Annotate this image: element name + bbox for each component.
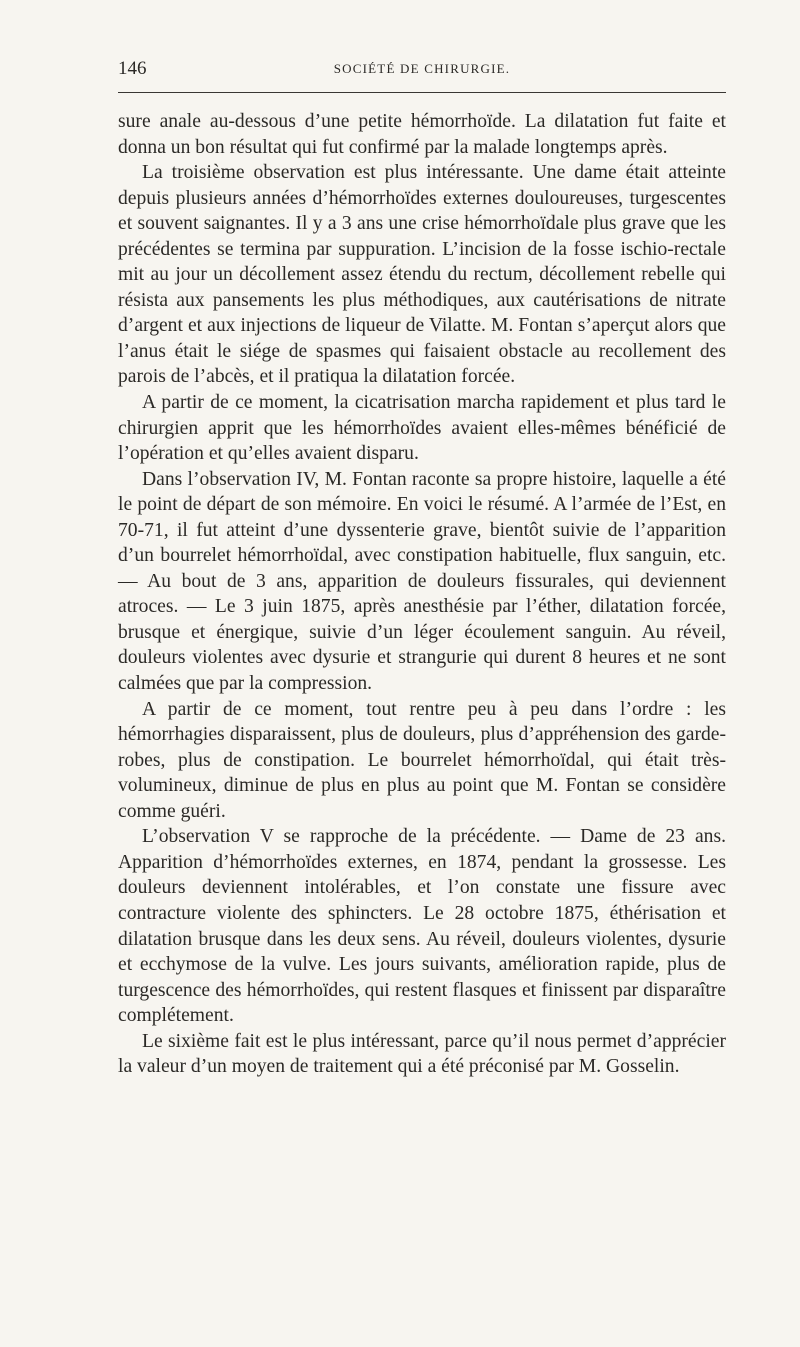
body-text (118, 109, 726, 1080)
paragraph-observation-4: Dans l’observation IV, M. Fontan raconte sa propre histoire, laquelle a été le point de départ de son mémoire. En voici le résumé. A l’armée de l’Est, en 70-71, il fut atteint d’une dyssenterie grave, bientôt suivie de l’apparition d’un bourrelet hémorrhoïdal, avec constipation habituelle, flux sanguin, etc. — Au bout de 3 ans, apparition de douleurs fissurales, qui deviennent atroces. — Le 3 juin 1875, après anesthésie par l’éther, dilatation forcée, brusque et énergique, suivie d’un léger écoulement sanguin. Au réveil, douleurs violentes avec dysurie et strangurie qui durent 8 heures et ne sont calmées que par la compression. (118, 468, 726, 695)
paragraph-observation-3: La troisième observation est plus intéressante. Une dame était atteinte depuis plusieurs années d’hémorrhoïdes externes douloureuses, turgescentes et souvent saignantes. Il y a 3 ans une crise hémorrhoïdale plus grave que les précédentes se termina par suppuration. L’incision de la fosse ischio-rectale mit au jour un décollement assez étendu du rectum, décollement rebelle qui résista aux pansements les plus méthodiques, aux cautérisations de nitrate d’argent et aux injections de liqueur de Vilatte. M. Fontan s’aperçut alors que l’anus était le siége de spasmes qui faisaient obstacle au recollement des parois de l’abcès, et il pratiqua la dilatation forcée. (118, 162, 726, 388)
paragraph-sixth-case: Le sixième fait est le plus intéressant, parce qu’il nous permet d’apprécier la valeur d’un moyen de traitement qui a été préconisé par M. Gosselin. (118, 1030, 726, 1078)
header-rule (118, 92, 726, 93)
page-number: 146 (118, 58, 147, 79)
paragraph-observation-5: L’observation V se rapproche de la précédente. — Dame de 23 ans. Apparition d’hémorrhoïdes externes, en 1874, pendant la grossesse. Les douleurs deviennent intolérables, et l’on constate une fissure avec contracture violente des sphincters. Le 28 octobre 1875, éthérisation et dilatation brusque dans les deux sens. Au réveil, douleurs violentes, dysurie et ecchymose de la vulve. Les jours suivants, amélioration rapide, plus de turgescence des hémorrhoïdes, qui restent flasques et finissent par disparaître complétement. (118, 826, 726, 1027)
running-head: SOCIÉTÉ DE CHIRURGIE. (333, 61, 511, 76)
paragraph-observation-3-outcome: A partir de ce moment, la cicatrisation marcha rapidement et plus tard le chirurgien apprit que les hémorrhoïdes avaient elles-mêmes bénéficié de l’opération et qu’elles avaient disparu. (118, 392, 726, 465)
page-header (118, 56, 726, 86)
paragraph-continuation: sure anale au-dessous d’une petite hémorrhoïde. La dilatation fut faite et donna un bon résultat qui fut confirmé par la malade longtemps après. (118, 111, 726, 158)
paragraph-observation-4-outcome: A partir de ce moment, tout rentre peu à peu dans l’ordre : les hémorrhagies disparaissent, plus de douleurs, plus d’appréhension des garde-robes, plus de constipation. Le bourrelet hémorrhoïdal, qui était très-volumineux, diminue de plus en plus au point que M. Fontan se considère comme guéri. (118, 698, 726, 822)
